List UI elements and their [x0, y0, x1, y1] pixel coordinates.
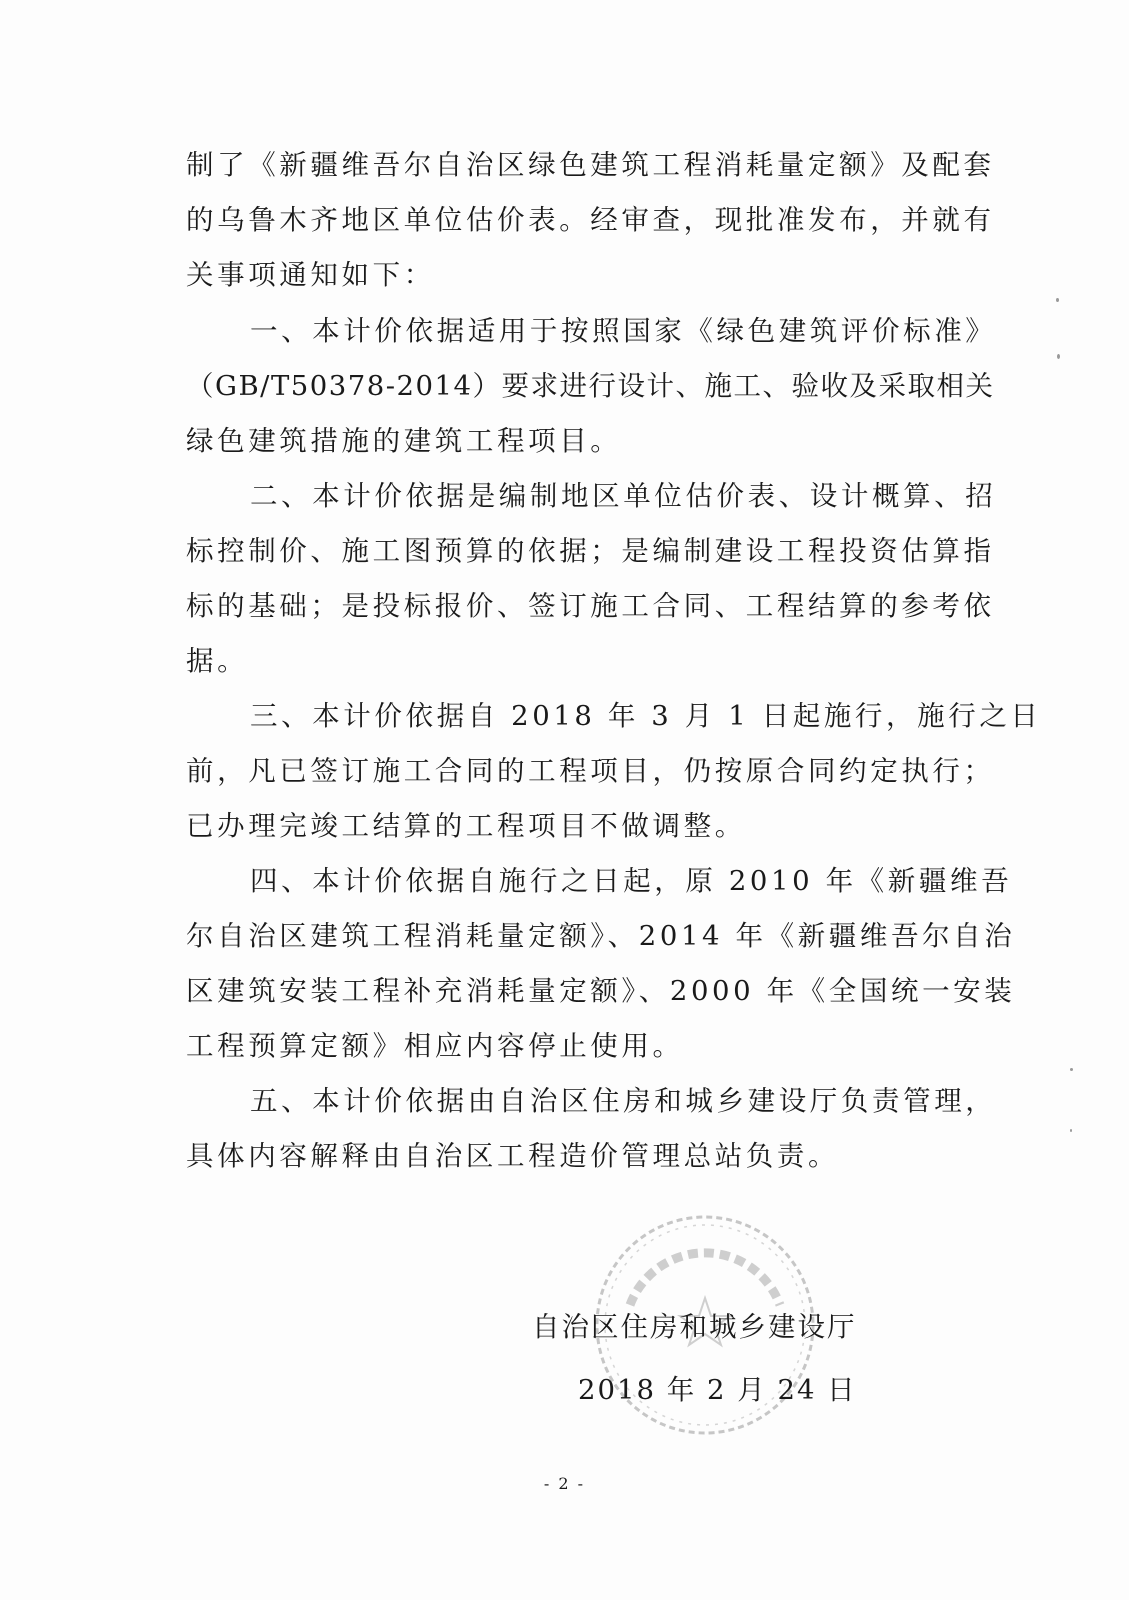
paragraph-3-line: 三、本计价依据自 2018 年 3 月 1 日起施行，施行之日	[250, 700, 1042, 732]
signature-date: 2018 年 2 月 24 日	[578, 1374, 857, 1406]
signature-organization: 自治区住房和城乡建设厅	[532, 1311, 857, 1343]
paragraph-4-line: 区建筑安装工程补充消耗量定额》、2000 年《全国统一安装	[186, 975, 1016, 1007]
paragraph-4-line: 四、本计价依据自施行之日起，原 2010 年《新疆维吾	[250, 865, 1013, 897]
paragraph-2-line: 二、本计价依据是编制地区单位估价表、设计概算、招	[250, 480, 997, 512]
paragraph-1-line: （GB/T50378-2014）要求进行设计、施工、验收及采取相关	[186, 370, 995, 402]
body-line: 制了《新疆维吾尔自治区绿色建筑工程消耗量定额》及配套	[186, 149, 995, 181]
paragraph-3-line: 前，凡已签订施工合同的工程项目，仍按原合同约定执行；	[186, 755, 995, 787]
body-line: 的乌鲁木齐地区单位估价表。经审查，现批准发布，并就有	[186, 204, 995, 236]
scan-speck	[1056, 298, 1059, 302]
paragraph-5-line: 五、本计价依据由自治区住房和城乡建设厅负责管理，	[250, 1085, 997, 1117]
paragraph-4-line: 工程预算定额》相应内容停止使用。	[186, 1030, 684, 1062]
scan-speck	[1070, 1129, 1072, 1132]
paragraph-1-line: 一、本计价依据适用于按照国家《绿色建筑评价标准》	[250, 315, 997, 347]
body-line: 关事项通知如下：	[186, 259, 435, 291]
paragraph-4-line: 尔自治区建筑工程消耗量定额》、2014 年《新疆维吾尔自治	[186, 920, 1016, 952]
paragraph-2-line: 标控制价、施工图预算的依据；是编制建设工程投资估算指	[186, 535, 995, 567]
page-number: - 2 -	[543, 1474, 586, 1493]
paragraph-2-line: 据。	[186, 645, 249, 677]
paragraph-5-line: 具体内容解释由自治区工程造价管理总站负责。	[186, 1140, 840, 1172]
scan-speck	[1057, 354, 1060, 359]
paragraph-3-line: 已办理完竣工结算的工程项目不做调整。	[186, 810, 746, 842]
paragraph-1-line: 绿色建筑措施的建筑工程项目。	[186, 425, 622, 457]
scan-speck	[1070, 1068, 1073, 1071]
paragraph-2-line: 标的基础；是投标报价、签订施工合同、工程结算的参考依	[186, 590, 995, 622]
